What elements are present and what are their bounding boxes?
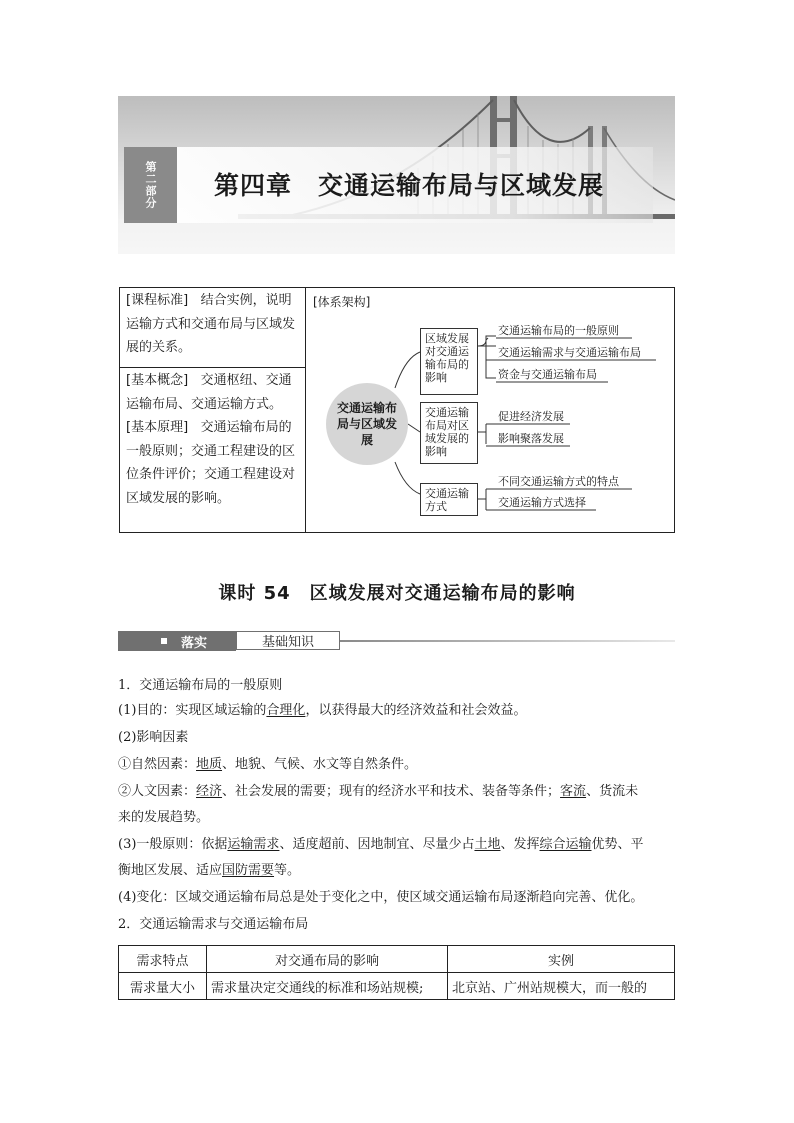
branch-label: 交通运输布局对区域发展的影响 — [425, 406, 469, 458]
square-bullet-icon — [161, 638, 167, 644]
leaf-mode-selection: 交通运输方式选择 — [498, 496, 586, 509]
paragraph-natural-factors: ①自然因素：地质、地貌、气候、水文等自然条件。 — [118, 757, 418, 772]
center-label: 交通运输布局与区域发展 — [337, 401, 398, 447]
section-light-tab: 基础知识 — [236, 631, 340, 650]
paragraph-changes: (4)变化：区域交通运输布局总是处于变化之中，使区域交通运输布局逐渐趋向完善、优化。 — [118, 890, 644, 905]
section-dark-tab — [118, 631, 236, 651]
heading-demand-and-layout: 2．交通运输需求与交通运输布局 — [118, 917, 309, 932]
chapter-title: 第四章 交通运输布局与区域发展 — [214, 171, 605, 200]
branch-transport-modes — [420, 483, 478, 516]
leaf-capital-and-layout: 资金与交通运输布局 — [498, 368, 597, 381]
table-row — [119, 973, 675, 1000]
lesson-title: 课时 54 区域发展对交通运输布局的影响 — [218, 583, 576, 604]
leaf-economic-development: 促进经济发展 — [498, 410, 564, 423]
concept-map-center — [326, 383, 408, 465]
branch-label: 区域发展对交通运输布局的影响 — [425, 332, 469, 384]
course-standard-tag: [课程标准] — [126, 293, 189, 308]
part-label: 第二部分 — [124, 147, 177, 223]
architecture-label: [体系架构] — [313, 295, 371, 309]
paragraph-purpose: (1)目的：实现区域运输的合理化，以获得最大的经济效益和社会效益。 — [118, 703, 527, 718]
branch-label: 交通运输方式 — [425, 487, 469, 513]
leaf-demand-and-layout: 交通运输需求与交通运输布局 — [498, 346, 641, 359]
branch-transport-impact — [420, 402, 478, 464]
section-dark-label: 落实 — [181, 635, 208, 651]
leaf-general-principles: 交通运输布局的一般原则 — [498, 324, 619, 337]
section-header — [118, 631, 675, 651]
basic-principle-text: 交通运输布局的一般原则；交通工程建设的区位条件评价；交通工程建设对区域发展的影响。 — [126, 420, 296, 506]
leaf-settlement-development: 影响聚落发展 — [498, 432, 564, 445]
table-cell: 需求量决定交通线的标准和场站规模; — [207, 973, 448, 1000]
paragraph-human-factors: ②人文因素：经济、社会发展的需要；现有的经济水平和技术、装备等条件；客流、货流未 — [118, 784, 639, 799]
paragraph-human-factors-cont: 来的发展趋势。 — [118, 810, 210, 825]
leaf-mode-features: 不同交通运输方式的特点 — [498, 475, 619, 488]
table-header-cell: 需求特点 — [119, 946, 207, 973]
basic-concept-tag: [基本概念] — [126, 373, 189, 388]
table-cell: 需求量大小 — [119, 973, 207, 1000]
basic-concept-text: 交通枢纽、交通运输布局、交通运输方式。 — [126, 373, 292, 412]
paragraph-factors-heading: (2)影响因素 — [118, 730, 189, 745]
paragraph-general-rules: (3)一般原则：依据运输需求、适度超前、因地制宜、尽量少占土地、发挥综合运输优势、平 — [118, 837, 644, 852]
demand-table — [118, 945, 675, 1000]
basic-principle-tag: [基本原理] — [126, 420, 189, 435]
course-standard-text: 结合实例，说明运输方式和交通布局与区域发展的关系。 — [126, 293, 296, 355]
branch-regional-impact — [420, 328, 478, 395]
table-header-cell: 对交通布局的影响 — [207, 946, 448, 973]
paragraph-general-rules-cont: 衡地区发展、适应国防需要等。 — [118, 863, 301, 878]
table-header-cell: 实例 — [448, 946, 675, 973]
table-header-row — [119, 946, 675, 973]
section-rule — [340, 640, 675, 642]
table-cell: 北京站、广州站规模大，而一般的 — [448, 973, 675, 1000]
heading-general-principles: 1．交通运输布局的一般原则 — [118, 678, 283, 693]
